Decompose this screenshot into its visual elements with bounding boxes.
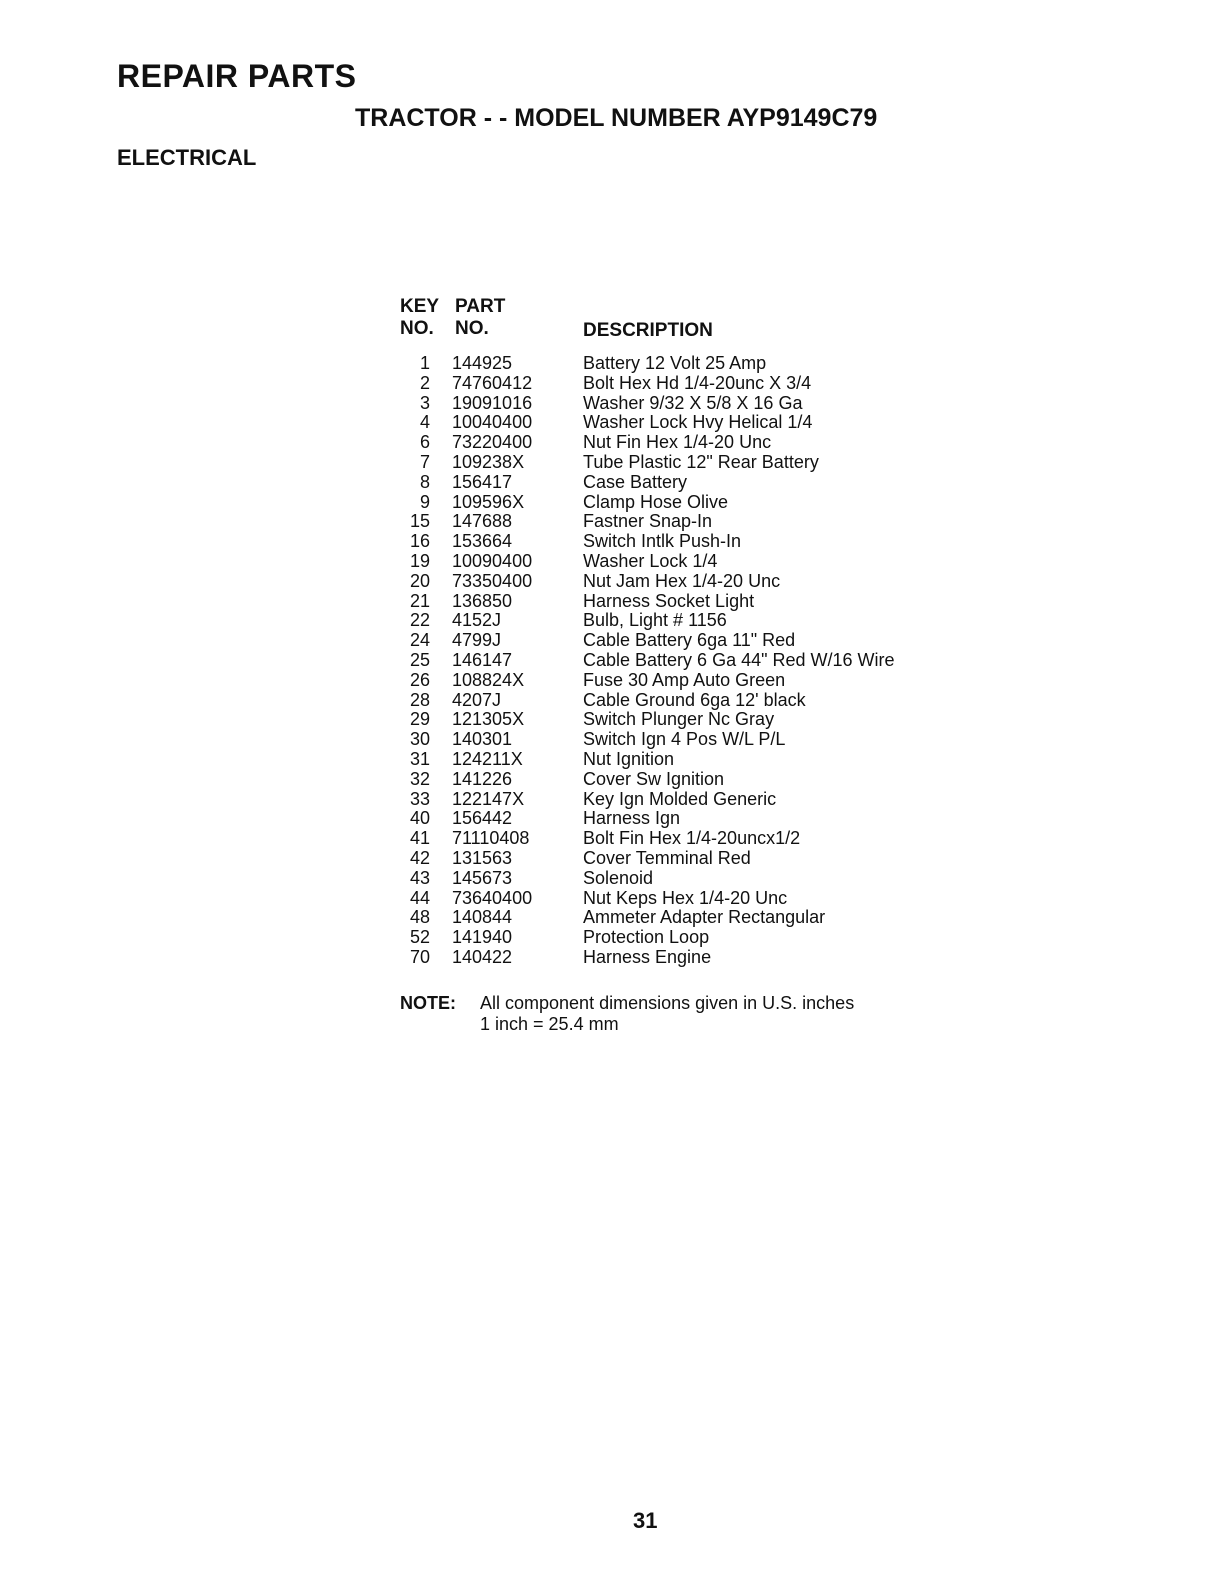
description-cell: Cable Battery 6 Ga 44" Red W/16 Wire: [583, 649, 895, 670]
part-no-cell: 145673: [452, 867, 513, 888]
description-cell: Harness Ign: [583, 808, 681, 829]
part-no-cell: 140422: [452, 946, 513, 967]
description-cell: Switch Plunger Nc Gray: [583, 709, 775, 730]
part-no-cell: 4207J: [452, 689, 502, 710]
part-no-cell: 108824X: [452, 669, 525, 690]
description-cell: Cable Ground 6ga 12' black: [583, 689, 806, 710]
part-no-header-line2: NO.: [455, 318, 489, 339]
part-no-cell: 19091016: [452, 392, 533, 413]
key-no-cell: 42: [409, 847, 430, 868]
description-cell: Cover Temminal Red: [583, 847, 751, 868]
key-no-cell: 6: [419, 432, 430, 453]
part-no-cell: 144925: [452, 353, 513, 373]
table-row: [400, 473, 960, 493]
part-no-cell: 156442: [452, 808, 513, 829]
part-no-cell: 73350400: [452, 570, 533, 591]
table-row: [400, 908, 960, 928]
description-cell: Harness Socket Light: [583, 590, 755, 611]
note-label: NOTE:: [400, 993, 456, 1013]
description-cell: Key Ign Molded Generic: [583, 788, 777, 809]
description-cell: Tube Plastic 12" Rear Battery: [583, 451, 819, 472]
key-no-cell: 7: [419, 451, 430, 472]
key-no-cell: 1: [419, 353, 430, 373]
part-no-cell: 131563: [452, 847, 513, 868]
key-no-header-line2: NO.: [400, 318, 434, 339]
description-cell: Switch Intlk Push-In: [583, 531, 742, 552]
part-no-header-line1: PART: [455, 296, 506, 317]
description-header: DESCRIPTION: [583, 320, 713, 341]
description-cell: Battery 12 Volt 25 Amp: [583, 353, 767, 373]
description-cell: Washer Lock Hvy Helical 1/4: [583, 412, 813, 433]
part-no-cell: 146147: [452, 649, 513, 670]
description-cell: Nut Fin Hex 1/4-20 Unc: [583, 432, 772, 453]
part-no-cell: 109596X: [452, 491, 525, 512]
key-no-cell: 43: [409, 867, 430, 888]
table-row: [400, 413, 960, 433]
table-row: [400, 809, 960, 829]
key-no-cell: 26: [409, 669, 430, 690]
table-row: [400, 572, 960, 592]
key-no-cell: 3: [419, 392, 430, 413]
table-row: [400, 750, 960, 770]
table-row: [400, 829, 960, 849]
table-row: [400, 354, 960, 374]
table-row: [400, 928, 960, 948]
part-no-cell: 71110408: [452, 828, 530, 849]
key-no-cell: 22: [409, 610, 430, 631]
key-no-cell: 31: [409, 748, 430, 769]
description-cell: Nut Jam Hex 1/4-20 Unc: [583, 570, 781, 591]
description-cell: Nut Keps Hex 1/4-20 Unc: [583, 887, 788, 908]
part-no-cell: 4799J: [452, 630, 502, 651]
key-no-header-line1: KEY: [400, 296, 440, 317]
description-cell: Solenoid: [583, 867, 654, 888]
key-no-cell: 8: [419, 471, 430, 492]
description-cell: Switch Ign 4 Pos W/L P/L: [583, 729, 786, 750]
table-row: [400, 631, 960, 651]
note-line-1: All component dimensions given in U.S. inches: [480, 993, 855, 1013]
key-no-cell: 40: [409, 808, 430, 829]
parts-table-body: [400, 354, 960, 968]
table-row: [400, 790, 960, 810]
key-no-cell: 9: [419, 491, 430, 512]
table-row: [400, 611, 960, 631]
parts-table-header: [400, 296, 960, 346]
part-no-cell: 141226: [452, 768, 513, 789]
model-title: TRACTOR - - MODEL NUMBER AYP9149C79: [355, 104, 878, 132]
description-cell: Washer Lock 1/4: [583, 550, 718, 571]
table-row: [400, 849, 960, 869]
key-no-cell: 20: [409, 570, 430, 591]
description-cell: Harness Engine: [583, 946, 712, 967]
key-no-cell: 2: [419, 372, 430, 393]
table-row: [400, 453, 960, 473]
key-no-cell: 70: [409, 946, 430, 967]
part-no-cell: 73640400: [452, 887, 533, 908]
key-no-cell: 19: [409, 550, 430, 571]
table-row: [400, 671, 960, 691]
table-row: [400, 552, 960, 572]
part-no-cell: 4152J: [452, 610, 502, 631]
part-no-cell: 122147X: [452, 788, 525, 809]
description-cell: Clamp Hose Olive: [583, 491, 729, 512]
key-no-cell: 24: [409, 630, 430, 651]
part-no-cell: 124211X: [452, 748, 523, 769]
key-no-cell: 44: [409, 887, 430, 908]
part-no-cell: 140844: [452, 907, 513, 928]
table-row: [400, 691, 960, 711]
page-title: REPAIR PARTS: [117, 58, 357, 94]
description-cell: Cover Sw Ignition: [583, 768, 725, 789]
description-cell: Bolt Fin Hex 1/4-20uncx1/2: [583, 828, 801, 849]
part-no-cell: 121305X: [452, 709, 525, 730]
key-no-cell: 32: [409, 768, 430, 789]
key-no-cell: 25: [409, 649, 430, 670]
table-row: [400, 730, 960, 750]
key-no-cell: 4: [419, 412, 430, 433]
key-no-cell: 41: [409, 828, 430, 849]
description-cell: Nut Ignition: [583, 748, 675, 769]
section-title: ELECTRICAL: [117, 145, 257, 170]
key-no-cell: 16: [409, 531, 430, 552]
part-no-cell: 109238X: [452, 451, 525, 472]
key-no-cell: 28: [409, 689, 430, 710]
table-row: [400, 869, 960, 889]
table-row: [400, 493, 960, 513]
key-no-cell: 52: [409, 927, 430, 948]
description-cell: Protection Loop: [583, 927, 710, 948]
description-cell: Cable Battery 6ga 11" Red: [583, 630, 796, 651]
part-no-cell: 73220400: [452, 432, 533, 453]
table-row: [400, 512, 960, 532]
description-cell: Case Battery: [583, 471, 688, 492]
description-cell: Washer 9/32 X 5/8 X 16 Ga: [583, 392, 803, 413]
part-no-cell: 147688: [452, 511, 513, 532]
description-cell: Fuse 30 Amp Auto Green: [583, 669, 786, 690]
key-no-cell: 29: [409, 709, 430, 730]
table-row: [400, 374, 960, 394]
table-row: [400, 532, 960, 552]
note-line-2: 1 inch = 25.4 mm: [480, 1014, 619, 1034]
key-no-cell: 48: [409, 907, 430, 928]
description-cell: Bulb, Light # 1156: [583, 610, 727, 631]
table-row: [400, 433, 960, 453]
key-no-cell: 21: [409, 590, 430, 611]
table-row: [400, 948, 960, 968]
part-no-cell: 10040400: [452, 412, 533, 433]
part-no-cell: 141940: [452, 927, 513, 948]
part-no-cell: 156417: [452, 471, 513, 492]
part-no-cell: 153664: [452, 531, 513, 552]
part-no-cell: 10090400: [452, 550, 533, 571]
key-no-cell: 15: [409, 511, 430, 532]
parts-table: [400, 296, 960, 968]
table-row: [400, 770, 960, 790]
description-cell: Ammeter Adapter Rectangular: [583, 907, 826, 928]
key-no-cell: 30: [409, 729, 430, 750]
page-number: 31: [633, 1508, 658, 1533]
part-no-cell: 136850: [452, 590, 513, 611]
table-row: [400, 394, 960, 414]
table-row: [400, 592, 960, 612]
table-row: [400, 651, 960, 671]
key-no-cell: 33: [409, 788, 430, 809]
description-cell: Bolt Hex Hd 1/4-20unc X 3/4: [583, 372, 812, 393]
table-row: [400, 710, 960, 730]
description-cell: Fastner Snap-In: [583, 511, 713, 532]
part-no-cell: 140301: [452, 729, 513, 750]
part-no-cell: 74760412: [452, 372, 533, 393]
table-row: [400, 889, 960, 909]
